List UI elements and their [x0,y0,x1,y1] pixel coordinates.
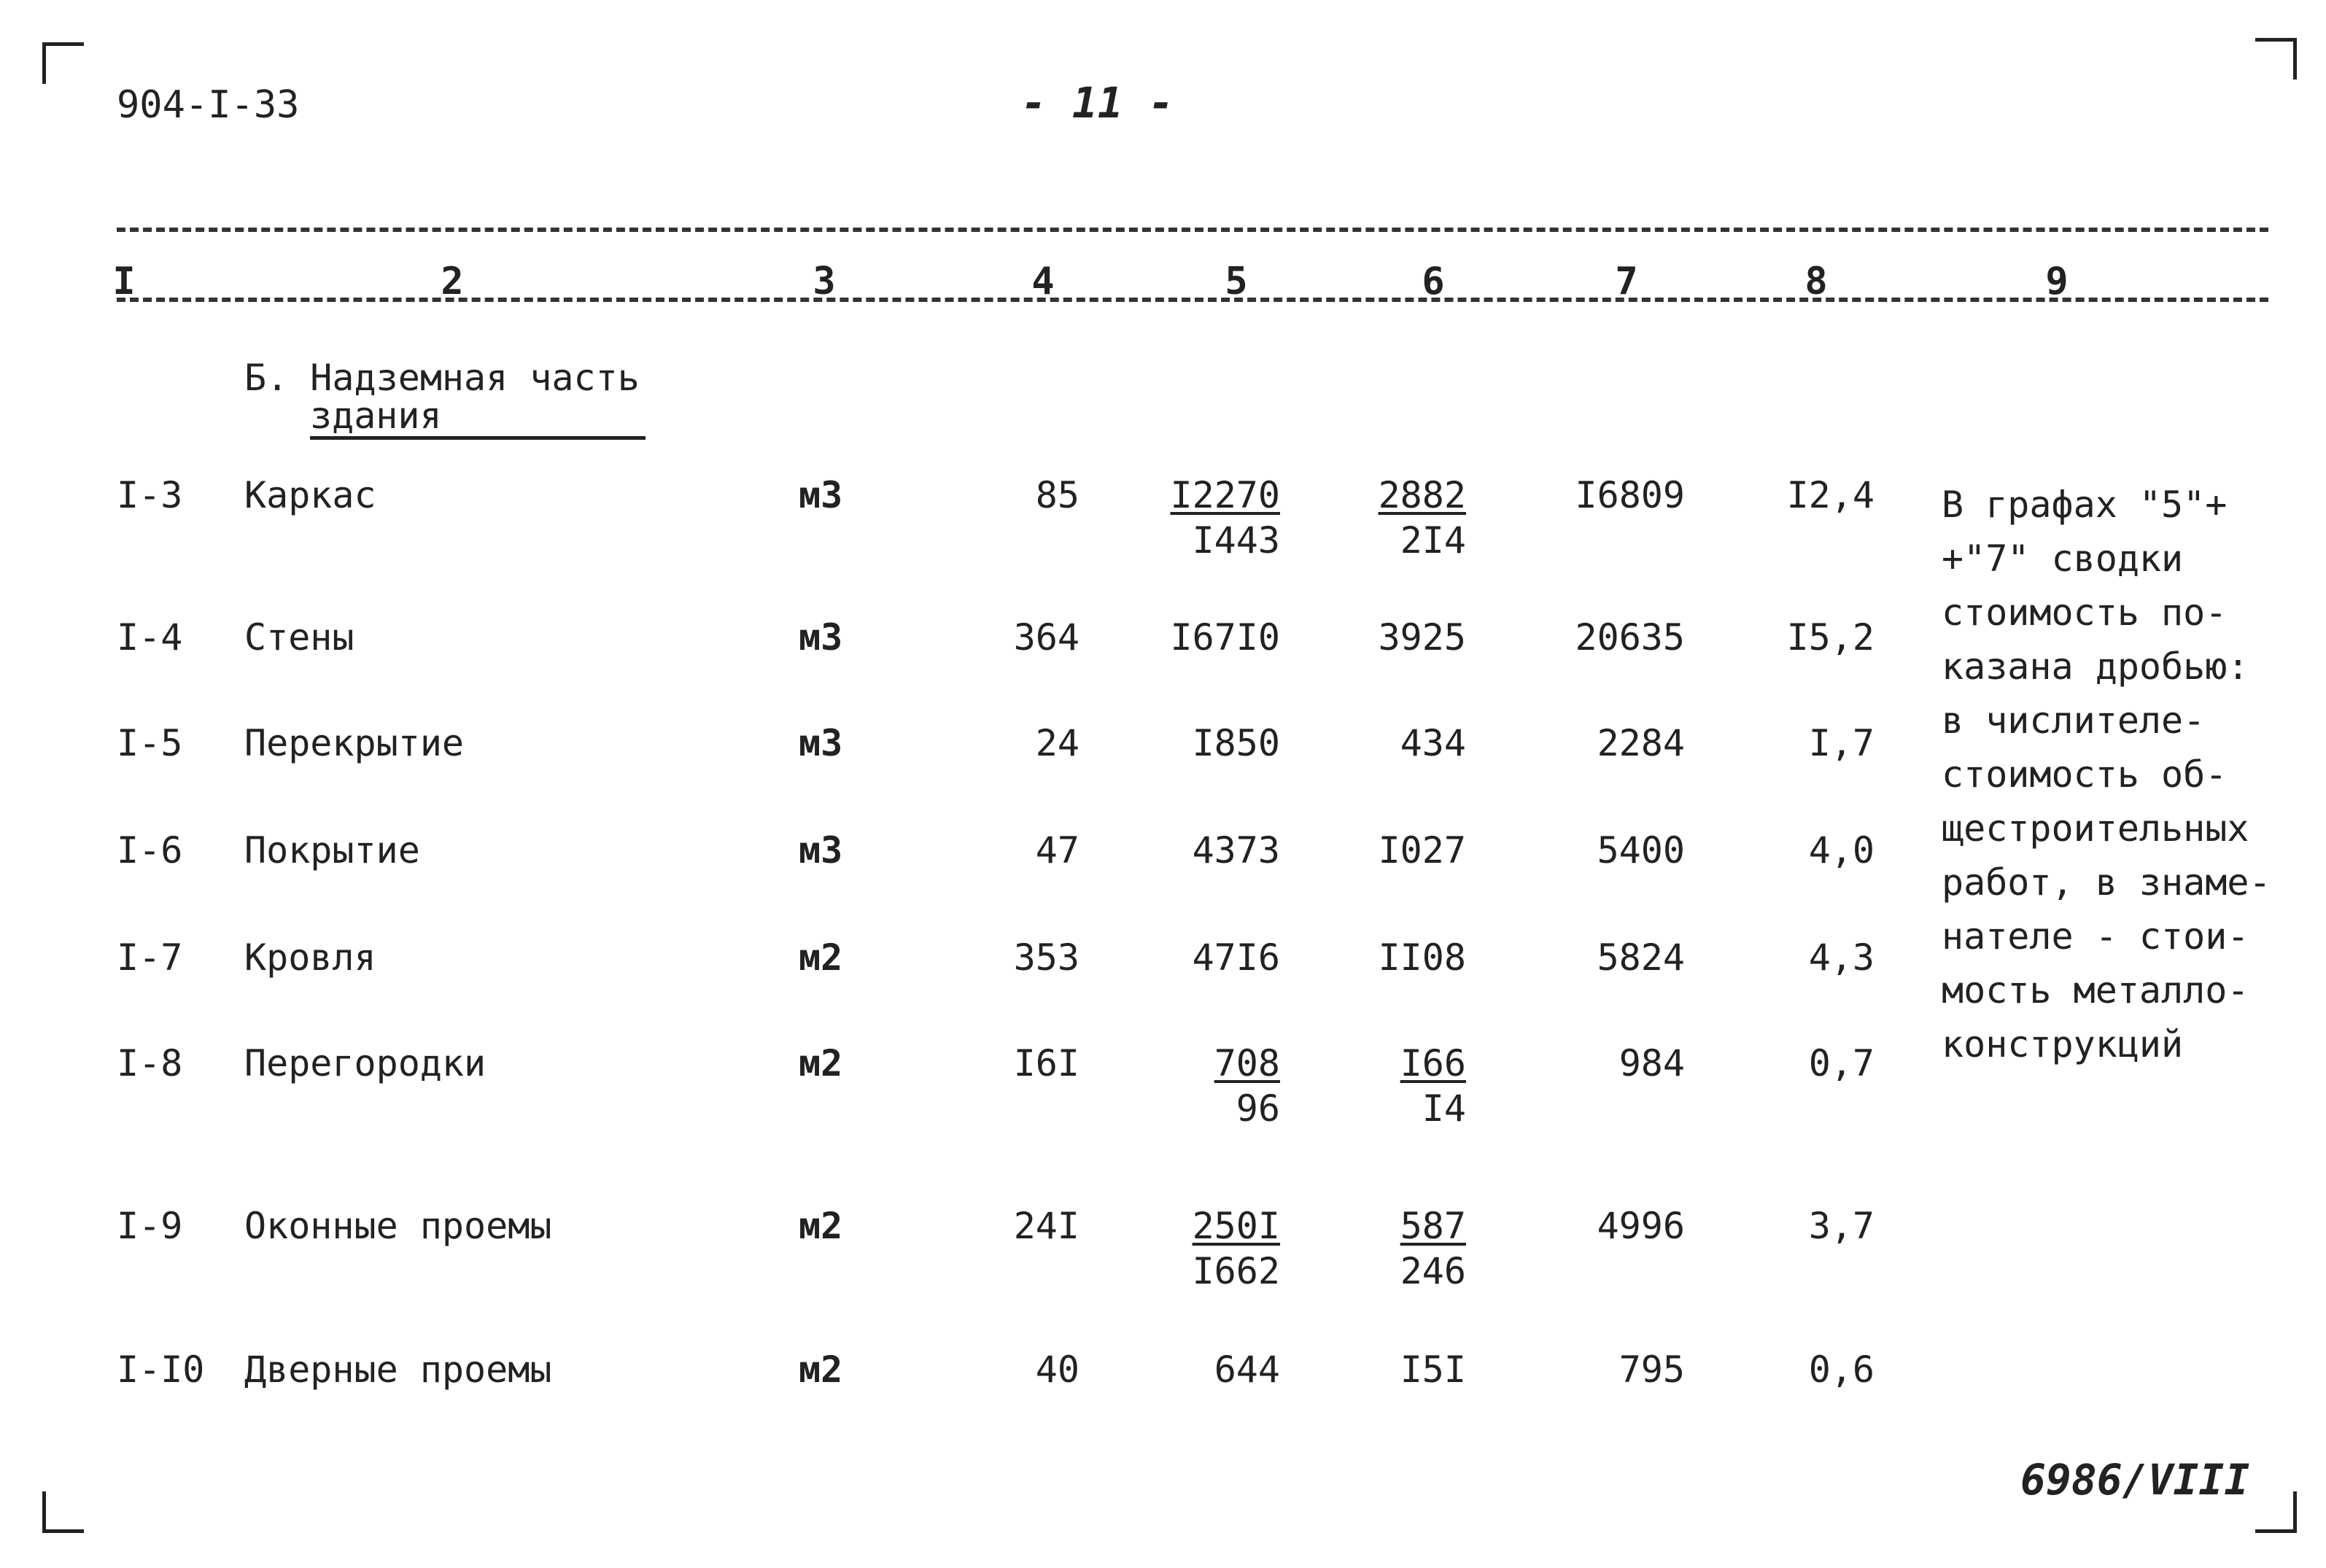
row-quantity: 353 [1013,936,1079,979]
row-col5-cost [1134,615,1280,660]
row-unit: м3 [799,474,843,516]
column-number-5: 5 [1225,260,1248,303]
row-unit: м2 [799,1348,843,1391]
row-col5-cost-denominator: 96 [1236,1087,1280,1130]
row-total-cost: 20635 [1575,616,1685,659]
column-number-9: 9 [2045,260,2069,303]
row-col5-cost-numerator: 250I [1192,1205,1280,1247]
table-top-rule [117,228,2268,232]
row-col6-cost [1320,828,1466,873]
row-total-cost: 5400 [1597,829,1685,872]
row-code: I-I0 [117,1348,205,1391]
row-unit: м2 [799,1205,843,1247]
table-row [0,1203,2326,1292]
page-number: - 11 - [1021,78,1174,128]
section-heading-line2: здания [310,397,646,440]
row-total-cost: 984 [1618,1042,1685,1084]
row-col6-cost [1320,935,1466,980]
column-number-1: I [112,260,136,303]
row-col5-cost [1134,828,1280,873]
row-col6-cost-denominator: 2I4 [1400,519,1466,562]
corner-mark-top-left [42,42,84,84]
archive-stamp: 6986/VIII [2020,1455,2250,1505]
corner-mark-bottom-left [42,1491,84,1533]
row-unit: м2 [799,1042,843,1084]
row-col5-cost-numerator: I67I0 [1170,616,1280,659]
row-share: I5,2 [1786,616,1875,659]
row-total-cost: 4996 [1597,1205,1685,1247]
row-name: Дверные проемы [244,1348,552,1391]
row-total-cost: 2284 [1597,722,1685,764]
section-heading-line1: Б. Надземная часть [244,357,640,399]
row-unit: м3 [799,829,843,872]
row-total-cost: 795 [1618,1348,1685,1391]
row-name: Покрытие [244,829,420,872]
row-unit: м3 [799,616,843,659]
row-col5-cost-numerator: 644 [1214,1348,1280,1391]
row-col6-cost [1320,1041,1466,1131]
row-col5-cost-numerator: 4373 [1192,829,1280,872]
row-col6-cost-denominator: 246 [1400,1250,1466,1292]
row-col5-cost [1134,473,1280,563]
column-number-7: 7 [1615,260,1638,303]
row-quantity: I6I [1013,1042,1079,1084]
row-share: I2,4 [1786,474,1875,516]
row-code: I-7 [117,936,183,979]
row-col6-cost-numerator: I027 [1378,829,1466,872]
row-col6-cost-numerator: 587 [1400,1205,1466,1247]
row-col5-cost-numerator: I2270 [1170,474,1280,516]
column-number-2: 2 [441,260,464,303]
corner-mark-top-right [2255,38,2297,79]
column-number-3: 3 [813,260,836,303]
row-code: I-5 [117,722,183,764]
row-col5-cost-numerator: I850 [1192,722,1280,764]
row-col5-cost-denominator: I443 [1192,519,1280,562]
table-header-rule [117,298,2268,302]
row-unit: м3 [799,722,843,764]
row-share: 0,7 [1808,1042,1875,1084]
section-heading [244,359,646,440]
row-col6-cost-numerator: II08 [1378,936,1466,979]
row-col5-cost [1134,1347,1280,1392]
row-col5-cost [1134,935,1280,980]
row-quantity: 24 [1035,722,1079,764]
row-col5-cost [1134,721,1280,766]
column-number-6: 6 [1422,260,1445,303]
row-col6-cost-numerator: I5I [1400,1348,1466,1391]
row-name: Каркас [244,474,376,516]
row-total-cost: 5824 [1597,936,1685,979]
table-row [0,1347,2326,1405]
row-code: I-6 [117,829,183,872]
row-col6-cost [1320,615,1466,660]
row-col5-cost-denominator: I662 [1192,1250,1280,1292]
row-col5-cost [1134,1041,1280,1131]
row-name: Стены [244,616,354,659]
row-code: I-9 [117,1205,183,1247]
row-name: Перекрытие [244,722,465,764]
row-col6-cost-numerator: 3925 [1378,616,1466,659]
column-number-8: 8 [1804,260,1828,303]
row-col6-cost-numerator: 2882 [1378,474,1466,516]
row-col5-cost [1134,1203,1280,1294]
row-share: I,7 [1808,722,1875,764]
document-code: 904-I-33 [117,83,300,127]
column-number-4: 4 [1031,260,1055,303]
corner-mark-bottom-right [2255,1491,2297,1533]
row-quantity: 24I [1013,1205,1079,1247]
row-col6-cost [1320,1203,1466,1294]
row-code: I-8 [117,1042,183,1084]
row-col6-cost [1320,1347,1466,1392]
row-col6-cost-denominator: I4 [1422,1087,1466,1130]
row-share: 3,7 [1808,1205,1875,1247]
row-quantity: 364 [1013,616,1079,659]
row-share: 0,6 [1808,1348,1875,1391]
row-code: I-3 [117,474,183,516]
row-col5-cost-numerator: 708 [1214,1042,1280,1084]
row-share: 4,3 [1808,936,1875,979]
row-share: 4,0 [1808,829,1875,872]
row-col6-cost-numerator: 434 [1400,722,1466,764]
row-col6-cost [1320,721,1466,766]
row-name: Оконные проемы [244,1205,552,1247]
row-quantity: 85 [1035,474,1079,516]
row-unit: м2 [799,936,843,979]
footnote-remark: В графах "5"+ +"7" сводки стоимость по- казана дробью: в числителе- стоимость об- щестроительных работ, в знаме- нателе - стои- мость металло- конструкций [1942,484,2271,1066]
row-col6-cost-numerator: I66 [1400,1042,1466,1084]
row-col5-cost-numerator: 47I6 [1192,936,1280,979]
row-col6-cost [1320,473,1466,563]
row-total-cost: I6809 [1575,474,1685,516]
row-name: Кровля [244,936,376,979]
row-quantity: 47 [1035,829,1079,872]
row-name: Перегородки [244,1042,486,1084]
row-quantity: 40 [1035,1348,1079,1391]
row-code: I-4 [117,616,183,659]
